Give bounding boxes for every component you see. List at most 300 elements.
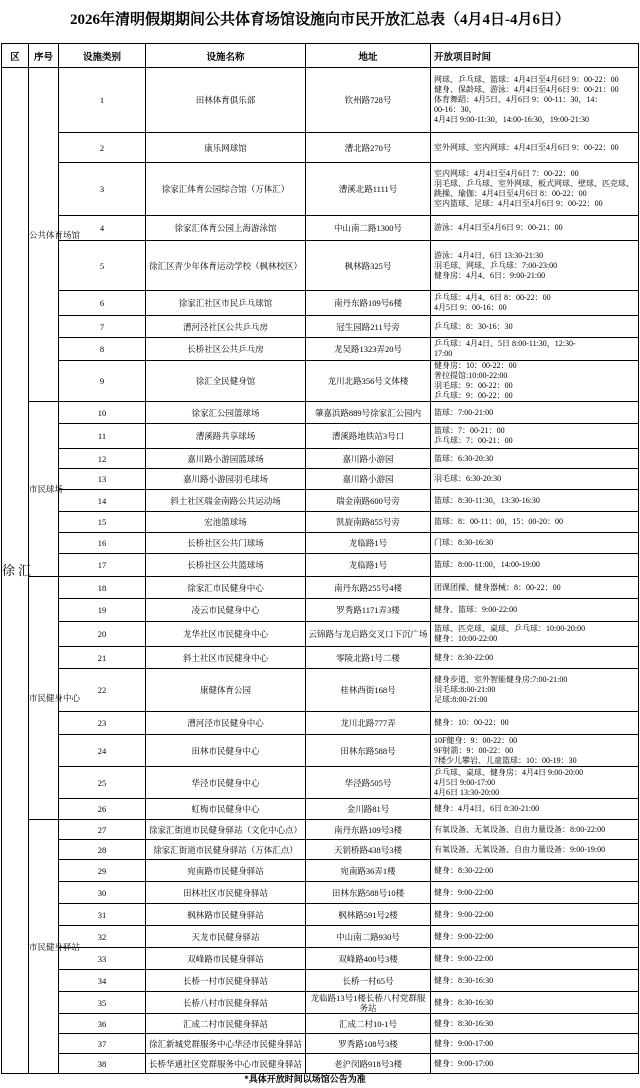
hours-line: 健身：8:30-16:30 bbox=[434, 1018, 494, 1028]
facility-name bbox=[146, 904, 306, 926]
facility-address: 桂林西街168号 bbox=[306, 669, 431, 712]
table-row bbox=[2, 904, 639, 926]
row-index: 1 bbox=[59, 68, 146, 133]
hours-line: 游泳：4月4日至4月6日 9：00-21：00 bbox=[434, 223, 563, 232]
facility-name-text: 宛南路市民健身驿站 bbox=[187, 865, 264, 876]
table-row bbox=[2, 316, 639, 338]
table-row bbox=[2, 1054, 639, 1074]
header-district: 区 bbox=[2, 44, 29, 68]
hours-line: 羽毛球：9：00-22：00 bbox=[434, 381, 513, 390]
table-row bbox=[2, 840, 639, 860]
facility-name-text: 徐家汇街道市民健身驿站（文化中心点） bbox=[148, 824, 302, 835]
hours-line: 游泳：4月4日、6日 13:30-21:30 bbox=[434, 250, 544, 260]
hours-line: 乒乓球：8：30-16：30 bbox=[434, 321, 513, 331]
row-index: 21 bbox=[59, 647, 146, 669]
facility-name bbox=[146, 948, 306, 970]
hours-line: 4月6日 13:30-20:00 bbox=[434, 787, 500, 797]
district-cell: 徐汇 bbox=[2, 68, 29, 1074]
header-hours: 开放项目时间 bbox=[431, 44, 639, 68]
row-index: 7 bbox=[59, 316, 146, 338]
facility-address: 凯旋南路855号旁 bbox=[306, 512, 431, 533]
facility-name bbox=[146, 970, 306, 992]
facility-name bbox=[146, 1054, 306, 1074]
facility-name bbox=[146, 669, 306, 712]
row-index: 8 bbox=[59, 338, 146, 361]
facility-address: 龙临路13号1楼长桥八村党群服务站 bbox=[306, 992, 431, 1014]
facility-name-text: 徐家汇体育公园综合馆（万体汇） bbox=[161, 184, 290, 194]
facility-address: 嘉川路小游园 bbox=[306, 469, 431, 490]
page-title: 2026年清明假期期间公共体育场馆设施向市民开放汇总表（4月4日-4月6日） bbox=[70, 12, 570, 28]
row-index: 37 bbox=[59, 1034, 146, 1054]
opening-hours bbox=[431, 469, 639, 490]
hours-line: 网球、乒乓球、篮球：4月4日至4月6日 9：00-22：00 bbox=[434, 75, 619, 84]
row-index: 25 bbox=[59, 767, 146, 799]
facility-name bbox=[146, 767, 306, 799]
facility-name-text: 长桥社区公共乒乓房 bbox=[187, 344, 264, 354]
row-index: 11 bbox=[59, 424, 146, 449]
facility-name bbox=[146, 449, 306, 469]
facility-name bbox=[146, 338, 306, 361]
table-row bbox=[2, 216, 639, 241]
facility-name-text: 汇成二村市民健身驿站 bbox=[182, 1018, 268, 1029]
table-row bbox=[2, 1034, 639, 1054]
hours-line: 健身、篮球：9:00-22:00 bbox=[434, 605, 518, 614]
facility-name-text: 田林市民健身中心 bbox=[191, 745, 260, 756]
row-index: 34 bbox=[59, 970, 146, 992]
facility-name bbox=[146, 799, 306, 820]
facility-name bbox=[146, 926, 306, 948]
facility-name-text: 华泾市民健身中心 bbox=[191, 777, 260, 788]
opening-hours bbox=[431, 512, 639, 533]
facility-address: 瑞金南路600号旁 bbox=[306, 490, 431, 512]
hours-line: 乒乓球、桌球、健身房：4月4日 9:00-20:00 bbox=[434, 767, 584, 777]
facility-name-text: 斜土社区市民健身中心 bbox=[182, 652, 268, 663]
hours-line: 乒乓球：4月4、6日 8：00-22：00 bbox=[434, 293, 551, 302]
opening-hours bbox=[431, 712, 639, 735]
table-row bbox=[2, 799, 639, 820]
facility-name-text: 徐家汇体育公园上海游泳馆 bbox=[174, 223, 277, 233]
facility-name bbox=[146, 490, 306, 512]
opening-hours bbox=[431, 904, 639, 926]
row-index: 9 bbox=[59, 361, 146, 402]
facility-address: 华泾路505号 bbox=[306, 767, 431, 799]
facility-name-text: 宏池篮球场 bbox=[204, 517, 247, 527]
facility-name bbox=[146, 316, 306, 338]
hours-line: 健身：4月4日、6日 8:30-21:00 bbox=[434, 804, 540, 813]
hours-line: 健身：8:30-22:00 bbox=[434, 865, 494, 875]
facility-name bbox=[146, 882, 306, 904]
facility-address: 南丹东路109号3楼 bbox=[306, 820, 431, 840]
category-cell: 市民球场 bbox=[29, 402, 59, 577]
hours-line: 健身：10:00-22:00 bbox=[434, 634, 498, 643]
facility-address: 宛南路36弄1楼 bbox=[306, 860, 431, 882]
table-row bbox=[2, 68, 639, 133]
facility-address: 嘉川路小游园 bbox=[306, 449, 431, 469]
row-index: 14 bbox=[59, 490, 146, 512]
footnote: *具体开放时间以场馆公告为准 bbox=[244, 1074, 366, 1084]
facility-address: 肇嘉浜路889号徐家汇公园内 bbox=[306, 402, 431, 424]
hours-line: 羽毛球：6:30-20:30 bbox=[434, 474, 502, 483]
facility-name bbox=[146, 469, 306, 490]
table-row bbox=[2, 163, 639, 216]
table-row bbox=[2, 338, 639, 361]
facility-name-text: 长桥社区公共门球场 bbox=[187, 538, 264, 548]
row-index: 19 bbox=[59, 599, 146, 622]
facility-name-text: 徐汇区青少年体育运动学校（枫林校区） bbox=[148, 260, 302, 271]
table-row bbox=[2, 554, 639, 577]
row-index: 2 bbox=[59, 133, 146, 163]
facility-name-text: 虹梅市民健身中心 bbox=[191, 804, 260, 814]
hours-line: 4月5日 9：00-16：00 bbox=[434, 303, 507, 312]
facility-address: 龙吴路1323弄20号 bbox=[306, 338, 431, 361]
hours-line: 健身：8:30-16:30 bbox=[434, 975, 494, 985]
hours-line: 篮球：7：00-21：00 bbox=[434, 426, 505, 435]
facility-name bbox=[146, 840, 306, 860]
opening-hours bbox=[431, 361, 639, 402]
opening-hours bbox=[431, 68, 639, 133]
facility-address: 冠生园路211号旁 bbox=[306, 316, 431, 338]
facility-name-text: 徐家汇街道市民健身驿站（万体汇点） bbox=[153, 844, 298, 855]
row-index: 16 bbox=[59, 533, 146, 554]
hours-line: 篮球、匹克球、桌球、乒乓球：10:00-20:00 bbox=[434, 624, 586, 633]
opening-hours bbox=[431, 490, 639, 512]
row-index: 36 bbox=[59, 1014, 146, 1034]
facility-address: 罗秀路108号3楼 bbox=[306, 1034, 431, 1054]
facility-address: 田林东路588号10楼 bbox=[306, 882, 431, 904]
hours-line: 乒乓球：9：00-22：00 bbox=[434, 391, 513, 400]
hours-line: 健身：8:30-22:00 bbox=[434, 652, 494, 662]
opening-hours bbox=[431, 970, 639, 992]
row-index: 30 bbox=[59, 882, 146, 904]
opening-hours bbox=[431, 992, 639, 1014]
facility-name-text: 长桥社区公共篮球场 bbox=[187, 560, 264, 570]
table-row bbox=[2, 882, 639, 904]
row-index: 13 bbox=[59, 469, 146, 490]
facility-address: 老沪闵路918号3楼 bbox=[306, 1054, 431, 1074]
category-cell: 公共体育场馆 bbox=[29, 68, 59, 402]
facility-name-text: 徐家汇公园篮球场 bbox=[191, 407, 260, 418]
row-index: 5 bbox=[59, 241, 146, 291]
facility-address: 漕溪北路1111号 bbox=[306, 163, 431, 216]
hours-line: 羽毛球:8:00-21:00 bbox=[434, 685, 496, 694]
opening-hours bbox=[431, 338, 639, 361]
hours-line: 10F健身：9：00-22：00 bbox=[434, 735, 518, 745]
hours-line: 健身房：4月4、6日：9:00-21:00 bbox=[434, 270, 546, 280]
hours-line: 健身房：10：00-22：00 bbox=[434, 361, 517, 370]
hours-line: 健身步道、室外智能健身房:7:00-21:00 bbox=[434, 675, 568, 684]
facility-name-text: 漕溪路共享球场 bbox=[195, 431, 256, 441]
table-row bbox=[2, 469, 639, 490]
facility-address: 云锦路与龙启路交叉口下沉广场 bbox=[306, 622, 431, 647]
hours-line: 有氧设备、无氧设备、自由力量设备：9:00-19:00 bbox=[434, 844, 606, 854]
opening-hours bbox=[431, 316, 639, 338]
opening-hours bbox=[431, 926, 639, 948]
table-row bbox=[2, 599, 639, 622]
hours-line: 篮球：7:00-21:00 bbox=[434, 407, 494, 417]
facility-name-text: 嘉川路小游园羽毛球场 bbox=[182, 474, 268, 484]
facility-name bbox=[146, 860, 306, 882]
facility-name bbox=[146, 712, 306, 735]
table-row bbox=[2, 992, 639, 1014]
category-cell: 市民健身驿站 bbox=[29, 820, 59, 1074]
row-index: 23 bbox=[59, 712, 146, 735]
hours-line: 00-16：30， bbox=[434, 105, 477, 114]
opening-hours bbox=[431, 533, 639, 554]
facility-name-text: 双峰路市民健身驿站 bbox=[187, 953, 264, 964]
table-row bbox=[2, 490, 639, 512]
table-row bbox=[2, 669, 639, 712]
facility-table bbox=[1, 43, 639, 1074]
row-index: 26 bbox=[59, 799, 146, 820]
header-address: 地址 bbox=[306, 44, 431, 68]
opening-hours bbox=[431, 554, 639, 577]
hours-line: 健身：9:00-17:00 bbox=[434, 1038, 494, 1048]
hours-line: 4月4日 9:00-11:30，14:00-16:30，19:00-21:30 bbox=[434, 115, 590, 124]
facility-address: 长桥一村65号 bbox=[306, 970, 431, 992]
opening-hours bbox=[431, 599, 639, 622]
facility-name-text: 田林体育俱乐部 bbox=[195, 95, 256, 105]
table-row bbox=[2, 512, 639, 533]
facility-name-text: 徐家汇市民健身中心 bbox=[187, 582, 264, 593]
row-index: 3 bbox=[59, 163, 146, 216]
opening-hours bbox=[431, 647, 639, 669]
facility-address: 中山南二路1300号 bbox=[306, 216, 431, 241]
hours-line: 羽毛球、乒乓球、室外网球、板式网球、壁球、匹克球、 bbox=[434, 179, 634, 188]
row-index: 17 bbox=[59, 554, 146, 577]
header-index: 序号 bbox=[29, 44, 59, 68]
facility-address: 金川路81号 bbox=[306, 799, 431, 820]
table-row bbox=[2, 1014, 639, 1034]
facility-name-text: 田林社区市民健身驿站 bbox=[182, 887, 268, 898]
hours-line: 健身：9:00-17:00 bbox=[434, 1058, 494, 1068]
hours-line: 足球:8:00-21:00 bbox=[434, 695, 488, 704]
table-row bbox=[2, 926, 639, 948]
opening-hours bbox=[431, 840, 639, 860]
header-category: 设施类别 bbox=[59, 44, 146, 68]
hours-line: 室外网球、室内网球：4月4日至4月6日 9：00-22：00 bbox=[434, 142, 619, 152]
table-body bbox=[2, 68, 639, 1074]
header-row bbox=[2, 44, 639, 68]
row-index: 31 bbox=[59, 904, 146, 926]
hours-line: 乒乓球：7：00-21：00 bbox=[434, 436, 513, 445]
facility-name bbox=[146, 1034, 306, 1054]
facility-name bbox=[146, 1014, 306, 1034]
facility-name bbox=[146, 512, 306, 533]
table-row bbox=[2, 577, 639, 599]
facility-address: 龙临路1号 bbox=[306, 533, 431, 554]
table-row bbox=[2, 424, 639, 449]
facility-name bbox=[146, 402, 306, 424]
facility-address: 双峰路400号3楼 bbox=[306, 948, 431, 970]
table-row bbox=[2, 712, 639, 735]
row-index: 18 bbox=[59, 577, 146, 599]
hours-line: 乒乓球：4月4日、5日 8:00-11:30，12:30- bbox=[434, 339, 576, 348]
facility-address: 罗秀路1171弄3楼 bbox=[306, 599, 431, 622]
facility-address: 钦州路728号 bbox=[306, 68, 431, 133]
hours-line: 篮球：8:00-11:00，14:00-19:00 bbox=[434, 560, 540, 569]
row-index: 33 bbox=[59, 948, 146, 970]
opening-hours bbox=[431, 424, 639, 449]
row-index: 15 bbox=[59, 512, 146, 533]
table-row bbox=[2, 970, 639, 992]
facility-address: 田林东路588号 bbox=[306, 735, 431, 767]
facility-name bbox=[146, 577, 306, 599]
facility-name bbox=[146, 241, 306, 291]
opening-hours bbox=[431, 241, 639, 291]
opening-hours bbox=[431, 1014, 639, 1034]
row-index: 29 bbox=[59, 860, 146, 882]
row-index: 12 bbox=[59, 449, 146, 469]
facility-name-text: 康乐网球馆 bbox=[204, 142, 247, 153]
category-cell: 市民健身中心 bbox=[29, 577, 59, 820]
facility-name bbox=[146, 599, 306, 622]
facility-name-text: 徐家汇社区市民乒乓球馆 bbox=[178, 298, 273, 308]
opening-hours bbox=[431, 799, 639, 820]
row-index: 28 bbox=[59, 840, 146, 860]
table-row bbox=[2, 241, 639, 291]
opening-hours bbox=[431, 1034, 639, 1054]
hours-line: 篮球：6:30-20:30 bbox=[434, 453, 494, 463]
hours-line: 健身、保龄球、游泳：4月4日至4月6日 9：00-21：00 bbox=[434, 85, 619, 94]
table-header bbox=[2, 44, 639, 68]
facility-name-text: 斜土社区瑞金南路公共运动场 bbox=[170, 495, 281, 506]
row-index: 20 bbox=[59, 622, 146, 647]
table-row bbox=[2, 449, 639, 469]
hours-line: 健身：9:00-22:00 bbox=[434, 953, 494, 963]
opening-hours bbox=[431, 1054, 639, 1074]
facility-name-text: 凌云市民健身中心 bbox=[191, 605, 260, 615]
row-index: 24 bbox=[59, 735, 146, 767]
row-index: 38 bbox=[59, 1054, 146, 1074]
opening-hours bbox=[431, 767, 639, 799]
facility-name bbox=[146, 291, 306, 316]
hours-line: 4月5日 9:00-17:00 bbox=[434, 777, 496, 787]
facility-name-text: 长桥八村市民健身驿站 bbox=[182, 997, 268, 1008]
facility-name bbox=[146, 216, 306, 241]
table-row bbox=[2, 402, 639, 424]
hours-line: 体育舞蹈：4月5日、4月6日 9：00-11：30，14： bbox=[434, 95, 603, 104]
row-index: 10 bbox=[59, 402, 146, 424]
hours-line: 室内网球：4月4日至4月6日 7：00-22：00 bbox=[434, 169, 579, 178]
table-row bbox=[2, 767, 639, 799]
opening-hours bbox=[431, 622, 639, 647]
facility-name bbox=[146, 992, 306, 1014]
facility-name-text: 长桥华通社区党群服务中心市民健身驿站 bbox=[148, 1058, 302, 1069]
opening-hours bbox=[431, 163, 639, 216]
facility-address: 龙川北路356号文体楼 bbox=[306, 361, 431, 402]
opening-hours bbox=[431, 216, 639, 241]
opening-hours bbox=[431, 860, 639, 882]
facility-name-text: 漕河泾社区公共乒乓房 bbox=[182, 321, 268, 332]
table-row bbox=[2, 533, 639, 554]
opening-hours bbox=[431, 669, 639, 712]
facility-name bbox=[146, 820, 306, 840]
hours-line: 有氧设备、无氧设备、自由力量设备：8:00-22:00 bbox=[434, 824, 606, 834]
facility-name-text: 徐汇新城党群服务中心华泾市民健身驿站 bbox=[148, 1038, 302, 1049]
facility-name-text: 漕河泾市民健身中心 bbox=[187, 718, 264, 728]
hours-line: 室内篮球、足球：4月4日至4月6日 9：00-22：00 bbox=[434, 199, 603, 208]
opening-hours bbox=[431, 577, 639, 599]
hours-line: 羽毛球、网球、乒乓球：7:00-23:00 bbox=[434, 260, 558, 270]
opening-hours bbox=[431, 882, 639, 904]
facility-name-text: 枫林路市民健身驿站 bbox=[187, 909, 264, 920]
table-row bbox=[2, 647, 639, 669]
facility-name-text: 龙华社区市民健身中心 bbox=[182, 629, 268, 639]
facility-name bbox=[146, 424, 306, 449]
table-row bbox=[2, 948, 639, 970]
hours-line: 17:00 bbox=[434, 349, 453, 358]
opening-hours bbox=[431, 291, 639, 316]
table-row bbox=[2, 622, 639, 647]
hours-line: 团课团操、健身器械：8：00-22：00 bbox=[434, 582, 561, 592]
row-index: 6 bbox=[59, 291, 146, 316]
facility-name bbox=[146, 533, 306, 554]
opening-hours bbox=[431, 735, 639, 767]
facility-name bbox=[146, 68, 306, 133]
table-row bbox=[2, 820, 639, 840]
row-index: 35 bbox=[59, 992, 146, 1014]
facility-name-text: 长桥一村市民健身驿站 bbox=[182, 975, 268, 986]
hours-line: 篮球：8：00-11：00，15：00-20：00 bbox=[434, 517, 564, 526]
row-index: 27 bbox=[59, 820, 146, 840]
opening-hours bbox=[431, 133, 639, 163]
hours-line: 篮球：8:30-11:30，13:30-16:30 bbox=[434, 495, 540, 505]
hours-line: 9F射箭：9：00-22：00 bbox=[434, 745, 514, 755]
facility-address: 南丹东路255号4楼 bbox=[306, 577, 431, 599]
facility-name bbox=[146, 735, 306, 767]
hours-line: 跳操、瑜伽：4月4日至4月6日 8：00-22：00 bbox=[434, 189, 587, 198]
facility-name bbox=[146, 622, 306, 647]
facility-address: 零陵北路1号二楼 bbox=[306, 647, 431, 669]
facility-name-text: 徐汇全民健身馆 bbox=[195, 376, 256, 386]
table-row bbox=[2, 735, 639, 767]
opening-hours bbox=[431, 820, 639, 840]
opening-hours bbox=[431, 449, 639, 469]
hours-line: 健身：9:00-22:00 bbox=[434, 909, 494, 919]
row-index: 4 bbox=[59, 216, 146, 241]
facility-name-text: 嘉川路小游园篮球场 bbox=[187, 453, 264, 464]
facility-name bbox=[146, 554, 306, 577]
hours-line: 健身：10：00-22：00 bbox=[434, 718, 509, 727]
hours-line: 7楼少儿攀岩、儿童篮球：10：00-19：30 bbox=[434, 755, 577, 765]
table-row bbox=[2, 291, 639, 316]
opening-hours bbox=[431, 402, 639, 424]
facility-name-text: 康健体育公园 bbox=[199, 685, 251, 695]
facility-address: 枫林路325号 bbox=[306, 241, 431, 291]
row-index: 22 bbox=[59, 669, 146, 712]
facility-address: 漕北路270号 bbox=[306, 133, 431, 163]
header-name: 设施名称 bbox=[146, 44, 306, 68]
facility-address: 汇成二村10-1号 bbox=[306, 1014, 431, 1034]
facility-name-text: 天龙市民健身驿站 bbox=[191, 931, 260, 942]
row-index: 32 bbox=[59, 926, 146, 948]
hours-line: 门球：8:30-16:30 bbox=[434, 538, 494, 547]
facility-name bbox=[146, 163, 306, 216]
facility-address: 中山南二路930号 bbox=[306, 926, 431, 948]
hours-line: 健身：8:30-16:30 bbox=[434, 997, 494, 1007]
table-row bbox=[2, 860, 639, 882]
facility-name bbox=[146, 647, 306, 669]
facility-address: 天钥桥路438号3楼 bbox=[306, 840, 431, 860]
opening-hours bbox=[431, 948, 639, 970]
facility-address: 龙临路1号 bbox=[306, 554, 431, 577]
hours-line: 健身：9:00-22:00 bbox=[434, 887, 494, 897]
hours-line: 普拉提馆:10:00-22:00 bbox=[434, 371, 508, 380]
facility-address: 南丹东路109号6楼 bbox=[306, 291, 431, 316]
facility-name bbox=[146, 133, 306, 163]
facility-address: 龙川北路777弄 bbox=[306, 712, 431, 735]
facility-address: 漕溪路地铁站3号口 bbox=[306, 424, 431, 449]
